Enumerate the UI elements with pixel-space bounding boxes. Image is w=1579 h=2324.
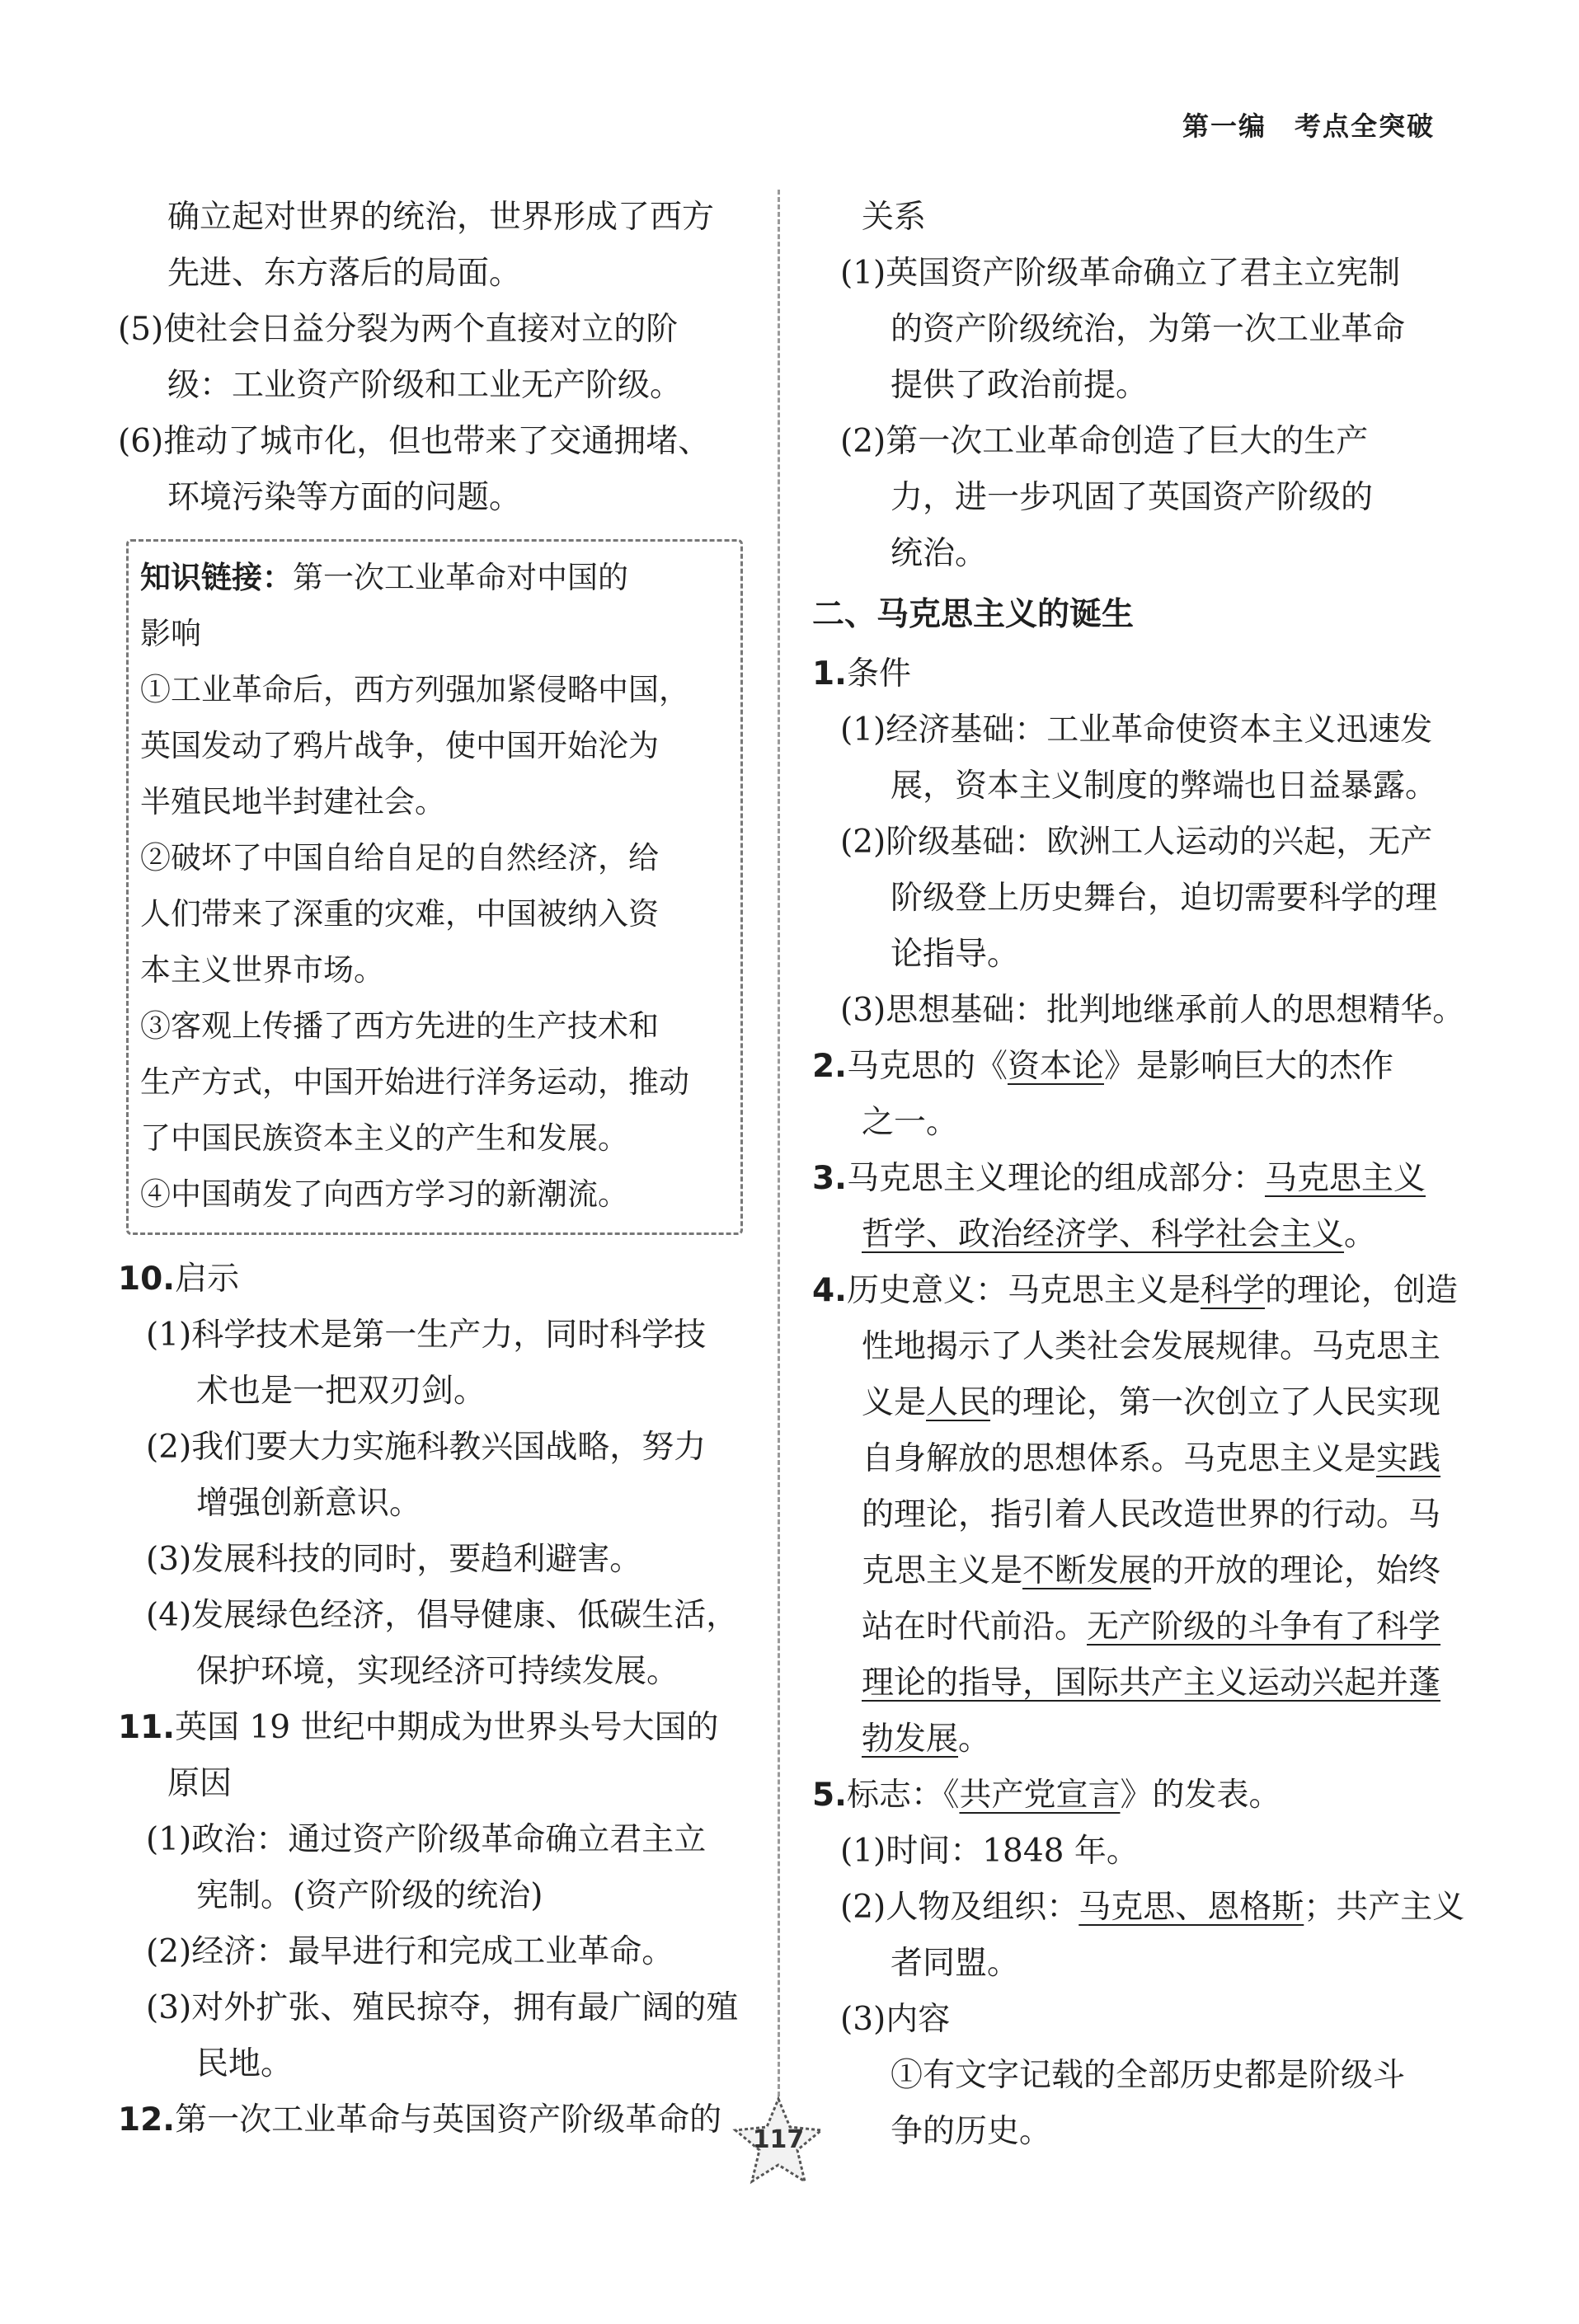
- underlined-answer: 不断发展: [1022, 1552, 1152, 1589]
- text-span: 马克思的《: [846, 1048, 1008, 1085]
- point-2: [812, 1039, 1426, 1095]
- point-title: 条件: [846, 655, 911, 693]
- list-item: (2)我们要大力实施科教兴国战略，努力: [146, 1429, 707, 1466]
- text-span: 》是影响巨大的杰作: [1103, 1048, 1393, 1085]
- text-line: 论指导。: [891, 936, 1020, 973]
- text-span: 的理论，创造: [1264, 1272, 1458, 1309]
- text-span: ；共产主义: [1304, 1889, 1465, 1926]
- underlined-answer: 资本论: [1007, 1048, 1104, 1085]
- section-title: 英国 19 世纪中期成为世界头号大国的: [175, 1709, 719, 1746]
- text-span: 标志：《: [846, 1777, 960, 1814]
- page-number-badge: [729, 2094, 828, 2193]
- underlined-answer: 人民: [926, 1384, 991, 1421]
- box-line: 半殖民地半封建社会。: [140, 784, 445, 819]
- text-line: 关系: [862, 199, 927, 236]
- list-item: (3)思想基础：批判地继承前人的思想精华。: [840, 992, 1465, 1029]
- text-line: ①有文字记载的全部历史都是阶级斗: [891, 2057, 1406, 2094]
- box-title: [140, 550, 729, 606]
- text-line: 争的历史。: [891, 2113, 1052, 2150]
- list-item: (1)经济基础：工业革命使资本主义迅速发: [840, 711, 1433, 749]
- text-span: 自身解放的思想体系。马克思主义是: [862, 1440, 1377, 1477]
- section-number: 11.: [118, 1709, 176, 1746]
- box-line: ②破坏了中国自给自足的自然经济，给: [140, 840, 659, 876]
- section-title-line2: 原因: [167, 1765, 233, 1802]
- text-line: 力，进一步巩固了英国资产阶级的: [891, 479, 1374, 516]
- text-line: [812, 1431, 1441, 1487]
- list-item-5: (5)使社会日益分裂为两个直接对立的阶: [118, 311, 679, 348]
- section-10-title: [118, 1251, 743, 1308]
- list-item: (1)英国资产阶级革命确立了君主立宪制: [840, 255, 1401, 292]
- point-number: 4.: [812, 1272, 847, 1309]
- section-number: 12.: [118, 2101, 176, 2139]
- text-line: [812, 1207, 1426, 1263]
- box-title-line2: 影响: [140, 616, 201, 651]
- text-span: 》的发表。: [1120, 1777, 1281, 1814]
- text-line: 术也是一把双刃剑。: [196, 1373, 486, 1410]
- underlined-answer: 无产阶级的斗争有了科学: [1087, 1608, 1441, 1646]
- list-item: (3)对外扩张、殖民掠夺，拥有最广阔的殖: [146, 1989, 739, 2026]
- text-span: 的理论，第一次创立了人民实现: [990, 1384, 1441, 1421]
- text-line: 之一。: [862, 1104, 959, 1141]
- underlined-answer: 实践: [1376, 1440, 1441, 1477]
- text-line: 民地。: [196, 2045, 294, 2082]
- box-line: 本主义世界市场。: [140, 952, 384, 988]
- text-span: 。: [958, 1721, 991, 1758]
- text-line: 性地揭示了人类社会发展规律。马克思主: [862, 1328, 1441, 1365]
- column-divider: [778, 190, 780, 2119]
- list-item: (2)经济：最早进行和完成工业革命。: [146, 1933, 674, 1970]
- point-number: 3.: [812, 1160, 847, 1197]
- text-line: 保护环境，实现经济可持续发展。: [196, 1653, 679, 1690]
- text-line: 提供了政治前提。: [891, 367, 1149, 404]
- underlined-answer: 理论的指导，国际共产主义运动兴起并蓬: [862, 1664, 1441, 1702]
- text-line: 确立起对世界的统治，世界形成了西方: [167, 199, 715, 236]
- underlined-answer: 哲学、政治经济学、科学社会主义: [862, 1216, 1345, 1253]
- list-item: (1)科学技术是第一生产力，同时科学技: [146, 1317, 707, 1354]
- text-line: 展，资本主义制度的弊端也日益暴露。: [891, 768, 1438, 805]
- section-title: 第一次工业革命与英国资产阶级革命的: [175, 2101, 722, 2139]
- page-number: 117: [752, 2125, 805, 2154]
- box-line: ④中国萌发了向西方学习的新潮流。: [140, 1176, 628, 1212]
- box-line: 英国发动了鸦片战争，使中国开始沦为: [140, 728, 659, 763]
- section-number: 10.: [118, 1261, 176, 1298]
- point-1-title: [812, 646, 1426, 702]
- list-item: (2)阶级基础：欧洲工人运动的兴起，无产: [840, 824, 1433, 861]
- section-title: 启示: [175, 1261, 240, 1298]
- point-number: 5.: [812, 1777, 847, 1814]
- box-line: 人们带来了深重的灾难，中国被纳入资: [140, 896, 659, 932]
- text-span: 马克思主义理论的组成部分：: [846, 1160, 1265, 1197]
- section-12-title: [118, 2092, 743, 2148]
- list-item: (3)发展科技的同时，要趋利避害。: [146, 1541, 642, 1578]
- text-span: 义是: [862, 1384, 927, 1421]
- list-item: (4)发展绿色经济，倡导健康、低碳生活，: [146, 1597, 739, 1634]
- underlined-answer: 马克思、恩格斯: [1079, 1889, 1304, 1926]
- text-line: [812, 1711, 1426, 1768]
- text-line: [812, 1655, 1441, 1711]
- text-line: 环境污染等方面的问题。: [167, 479, 522, 516]
- text-span: 历史意义：马克思主义是: [846, 1272, 1201, 1309]
- box-line: 生产方式，中国开始进行洋务运动，推动: [140, 1064, 689, 1100]
- underlined-answer: 马克思主义: [1264, 1160, 1426, 1197]
- box-title-text: 第一次工业革命对中国的: [293, 560, 628, 595]
- text-line: 阶级登上历史舞台，迫切需要科学的理: [891, 880, 1438, 917]
- box-line: ③客观上传播了西方先进的生产技术和: [140, 1008, 659, 1044]
- text-line: 者同盟。: [891, 1945, 1020, 1982]
- text-line: 先进、东方落后的局面。: [167, 255, 522, 292]
- text-line: [812, 1543, 1441, 1599]
- point-3: [812, 1151, 1426, 1207]
- list-item: (3)内容: [840, 2001, 951, 2038]
- text-span: 的开放的理论，始终: [1151, 1552, 1441, 1589]
- underlined-answer: 科学: [1200, 1272, 1265, 1309]
- left-column: [118, 190, 743, 2148]
- text-line: 宪制。(资产阶级的统治): [196, 1877, 543, 1914]
- text-span: 。: [1344, 1216, 1377, 1253]
- text-span: (2)人物及组织：: [840, 1889, 1079, 1926]
- box-line: ①工业革命后，西方列强加紧侵略中国，: [140, 672, 689, 707]
- point-number: 2.: [812, 1048, 847, 1085]
- list-item: (2)第一次工业革命创造了巨大的生产: [840, 423, 1369, 460]
- point-number: 1.: [812, 655, 847, 693]
- text-line: 的理论，指引着人民改造世界的行动。马: [862, 1496, 1441, 1533]
- text-line: 级：工业资产阶级和工业无产阶级。: [167, 367, 683, 404]
- text-span: 站在时代前沿。: [862, 1608, 1088, 1646]
- section-heading: 二、马克思主义的诞生: [812, 596, 1135, 633]
- underlined-answer: 共产党宣言: [959, 1777, 1121, 1814]
- running-header: 第一编 考点全突破: [1182, 110, 1435, 142]
- box-line: 了中国民族资本主义的产生和发展。: [140, 1120, 628, 1156]
- knowledge-link-box: [126, 539, 743, 1235]
- text-line: [812, 1599, 1441, 1655]
- text-line: 增强创新意识。: [196, 1485, 422, 1522]
- point-4: [812, 1263, 1458, 1319]
- list-item: (1)政治：通过资产阶级革命确立君主立: [146, 1821, 707, 1858]
- text-span: 克思主义是: [862, 1552, 1023, 1589]
- underlined-answer: 勃发展: [862, 1721, 959, 1758]
- point-5: [812, 1768, 1426, 1824]
- list-item-6: (6)推动了城市化，但也带来了交通拥堵、: [118, 423, 711, 460]
- box-label: 知识链接：: [140, 560, 293, 595]
- right-column: [812, 190, 1465, 2160]
- text-line: 的资产阶级统治，为第一次工业革命: [891, 311, 1406, 348]
- text-line: [812, 1375, 1441, 1431]
- list-item: [812, 1880, 1465, 1936]
- section-11-title: [118, 1700, 743, 1756]
- list-item: (1)时间：1848 年。: [840, 1833, 1139, 1870]
- text-line: 统治。: [891, 535, 988, 572]
